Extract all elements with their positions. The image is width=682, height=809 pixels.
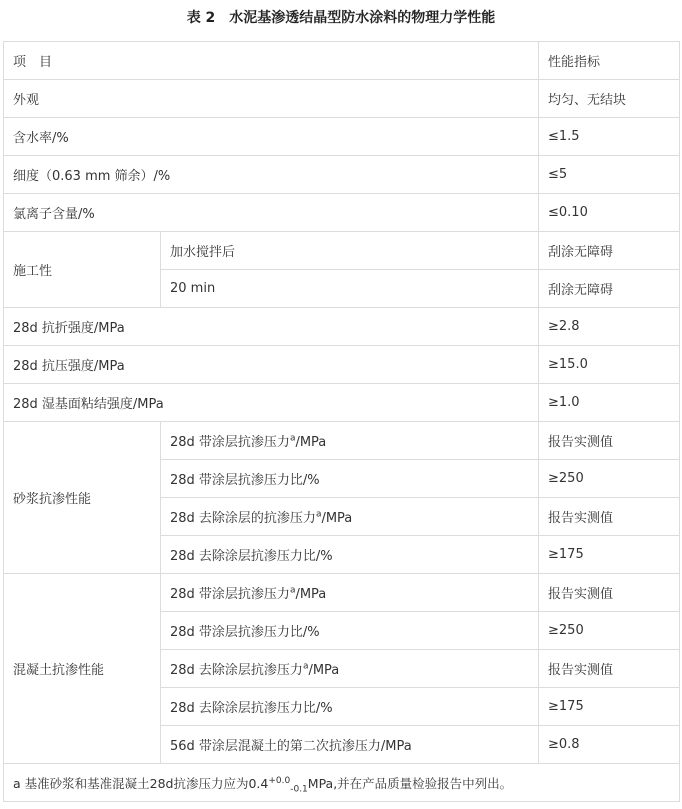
row-value: 刮涂无障碍 (539, 270, 680, 308)
group-label-mortar: 砂浆抗渗性能 (4, 422, 161, 574)
row-label: 28d 抗压强度/MPa (4, 346, 539, 384)
row-label: 28d 湿基面粘结强度/MPa (4, 384, 539, 422)
row-label: 含水率/% (4, 118, 539, 156)
footnote-marker: a (315, 509, 322, 520)
row-value: 均匀、无结块 (539, 80, 680, 118)
row-value: ≥175 (539, 688, 680, 726)
row-label: 20 min (161, 270, 539, 308)
table-header-row (4, 42, 680, 80)
table-row (4, 156, 680, 194)
row-value: ≥250 (539, 612, 680, 650)
row-label: 加水搅拌后 (161, 232, 539, 270)
row-label: 28d 去除涂层抗渗压力$^a$/MPa (161, 650, 539, 688)
row-value: 报告实测值 (539, 650, 680, 688)
row-value: ≥250 (539, 460, 680, 498)
row-value: ≤0.10 (539, 194, 680, 232)
table-row (4, 118, 680, 156)
row-label: 28d 抗折强度/MPa (4, 308, 539, 346)
footnote-marker: a (289, 433, 296, 444)
row-value: 报告实测值 (539, 574, 680, 612)
row-value: ≤5 (539, 156, 680, 194)
row-label: 外观 (4, 80, 539, 118)
group-label-workability: 施工性 (4, 232, 161, 308)
row-value: ≤1.5 (539, 118, 680, 156)
footnote-marker: a (302, 661, 309, 672)
table-row (4, 574, 680, 612)
row-label: 28d 去除涂层的抗渗压力$^a$/MPa (161, 498, 539, 536)
table-row (4, 80, 680, 118)
header-indicator: 性能指标 (539, 42, 680, 80)
row-label: 28d 带涂层抗渗压力$^a$/MPa (161, 422, 539, 460)
properties-table (3, 41, 680, 802)
row-value: ≥1.0 (539, 384, 680, 422)
table-row (4, 346, 680, 384)
table-title: 表 2 水泥基渗透结晶型防水涂料的物理力学性能 (186, 10, 496, 26)
row-label: 28d 去除涂层抗渗压力比/% (161, 536, 539, 574)
row-value: ≥15.0 (539, 346, 680, 384)
table-row (4, 422, 680, 460)
row-label: 56d 带涂层混凝土的第二次抗渗压力/MPa (161, 726, 539, 764)
row-value: ≥2.8 (539, 308, 680, 346)
table-row (4, 232, 680, 270)
row-value: 报告实测值 (539, 422, 680, 460)
row-value: ≥175 (539, 536, 680, 574)
table-row (4, 308, 680, 346)
footnote-marker: a (289, 585, 296, 596)
row-value: ≥0.8 (539, 726, 680, 764)
footnote: a 基准砂浆和基准混凝土28d抗渗压力应为$0.4^{+0.0}_{-0.1}MPa$,并在产品质量检验报告中列出。 (4, 764, 680, 802)
row-value: 报告实测值 (539, 498, 680, 536)
row-label: 28d 带涂层抗渗压力$^a$/MPa (161, 574, 539, 612)
tolerance-lower: -0.1 (290, 784, 308, 794)
row-label: 氯离子含量/% (4, 194, 539, 232)
table-row (4, 384, 680, 422)
row-label: 28d 带涂层抗渗压力比/% (161, 460, 539, 498)
header-item: 项 目 (4, 42, 539, 80)
row-label: 28d 去除涂层抗渗压力比/% (161, 688, 539, 726)
row-value: 刮涂无障碍 (539, 232, 680, 270)
tolerance-upper: +0.0 (268, 775, 291, 786)
group-label-concrete: 混凝土抗渗性能 (4, 574, 161, 764)
row-label: 28d 带涂层抗渗压力比/% (161, 612, 539, 650)
footnote-row (4, 764, 680, 802)
row-label: 细度（0.63 mm 筛余）/% (4, 156, 539, 194)
table-row (4, 194, 680, 232)
